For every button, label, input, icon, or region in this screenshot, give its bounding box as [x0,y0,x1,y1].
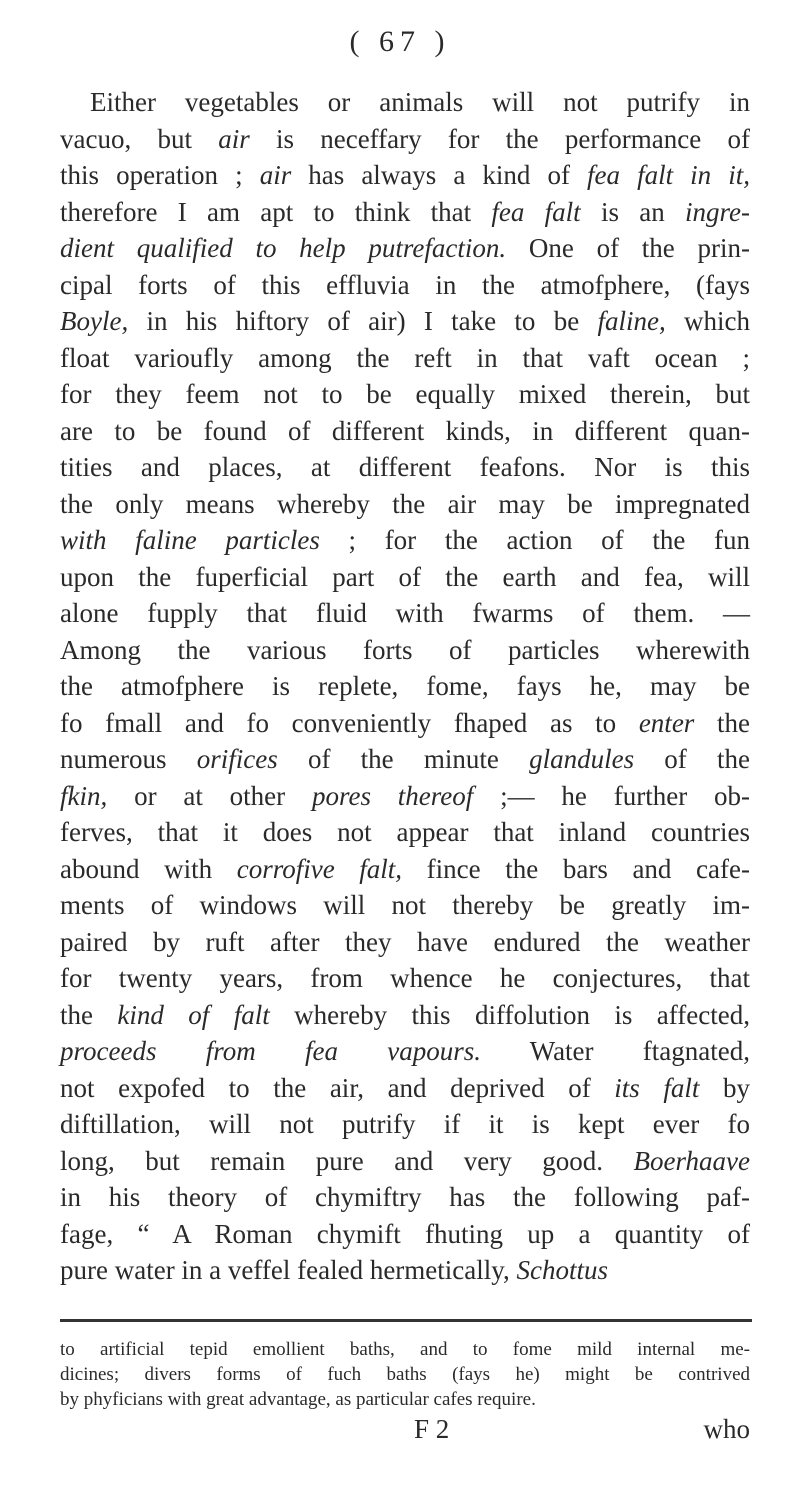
text-line [60,1070,750,1107]
text-run: in his hiftory of air) I take to be [128,306,598,336]
text-run: the [694,707,750,738]
text-run: fince the bars and cafe- [402,853,750,884]
text-run: alone fupply that fluid with fwarms of them. — [60,598,750,628]
footnote-line [60,1337,750,1362]
text-line [60,559,750,596]
text-run: ments of windows will not thereby be greatly im- [60,890,750,920]
text-run: or at other [107,780,312,811]
text-line [60,997,750,1034]
page-number: ( 67 ) [349,25,451,58]
text-run: paired by ruft after they have endured the weather [60,926,750,957]
text-run: Either vegetables or animals will not putrify in [90,87,750,117]
text-line [60,267,750,304]
text-line [60,1252,750,1289]
text-run: kind of falt [117,999,270,1030]
text-run: Boyle, [60,306,129,336]
page-footer [60,1414,750,1450]
text-run: of the minute [277,744,530,774]
text-run: ingre- [685,196,750,227]
text-line [60,449,750,486]
catchword: who [703,1414,750,1444]
text-run: ; for the action of the fun [319,525,750,555]
text-line [60,1106,750,1143]
text-run: for twenty years, from whence he conjectures, that [60,963,750,993]
text-run: ;— he further ob- [473,780,750,811]
text-run: fo fmall and fo conveniently fhaped as to [60,707,639,738]
text-run: corrofive falt, [236,853,403,884]
text-run: cipal forts of this effluvia in the atmofphere, (fays [60,269,750,300]
text-run: in his theory of chymiftry has the following paf- [60,1182,750,1212]
text-line [60,814,750,851]
text-line [60,960,750,997]
footnote-line [60,1387,750,1412]
text-run: long, but remain pure and very good. [60,1145,634,1176]
text-line [60,1033,750,1070]
text-run: with faline particles [60,525,320,555]
text-run: this operation ; [60,160,260,190]
text-run: by [699,1072,751,1103]
footnote-line [60,1362,750,1387]
text-line [60,1216,750,1253]
text-run: fea falt [491,196,581,227]
text-line [60,1179,750,1216]
text-run: is neceffary for the performance of [249,123,750,154]
text-line [60,887,750,924]
text-run: Water ftagnated, [480,1036,750,1066]
text-run: glandules [529,744,635,774]
text-run: diftillation, will not putrify if it is kept ever fo [60,1109,750,1139]
text-run: the atmofphere is replete, fome, fays he, may be [60,671,750,701]
text-run: pores thereof [311,780,474,811]
text-run: fea falt in it, [587,160,750,190]
text-line [60,668,750,705]
text-line [60,121,750,158]
text-run: ferves, that it does not appear that inland countries [60,817,750,847]
text-run: air [218,123,250,154]
text-run: of the [634,744,751,774]
text-run: which [665,306,751,336]
text-run: enter [638,707,695,738]
text-run: Schottus [516,1255,609,1285]
text-run: dicines; divers forms of fuch baths (fays he) might be contrived [60,1364,750,1385]
text-line [60,486,750,523]
text-line [60,851,750,888]
text-run: float varioufly among the reft in that vaft ocean ; [60,342,750,373]
text-line [60,522,750,559]
text-line [60,84,750,121]
text-run: not expofed to the air, and deprived of [60,1072,615,1103]
text-run: by phyficians with great advantage, as particular cafes require. [60,1389,536,1410]
text-line [60,705,750,742]
text-run: numerous [60,744,197,774]
text-line [60,230,750,267]
text-run: fkin, [60,780,108,811]
text-run: upon the fuperficial part of the earth and fea, will [60,561,750,592]
text-run: vacuo, but [60,123,219,154]
text-run: therefore I am apt to think that [60,196,492,227]
text-run: to artificial tepid emollient baths, and to fome mild internal me- [60,1339,750,1360]
text-run: Among the various forts of particles wherewith [60,634,750,665]
text-run: its falt [614,1072,700,1103]
text-line [60,194,750,231]
text-run: tities and places, at different feafons. Nor is this [60,452,750,482]
text-run: dient qualified to help putrefaction. [60,233,507,263]
text-run: fage, “ A Roman chymift fhuting up a quantity of [60,1218,750,1249]
text-line [60,924,750,961]
text-line [60,778,750,815]
signature-mark: F 2 [414,1414,450,1444]
body-text [60,84,750,1289]
text-run: pure water in a veffel fealed hermetically, [60,1255,517,1285]
footnote [60,1337,750,1412]
text-run: the [60,999,118,1030]
text-run: has always a kind of [291,160,588,190]
text-run: abound with [60,853,237,884]
text-run: faline, [597,306,666,336]
text-run: air [259,160,292,190]
text-run: the only means whereby the air may be impregnated [60,488,750,519]
text-line [60,157,750,194]
text-line [60,632,750,669]
text-run: is an [580,196,686,227]
text-run: orifices [196,744,278,774]
text-line [60,376,750,413]
text-line [60,413,750,450]
text-run: for they feem not to be equally mixed therein, but [60,379,750,409]
text-run: proceeds from fea vapours. [60,1036,481,1066]
text-line [60,741,750,778]
footnote-divider [60,1319,752,1322]
text-line [60,1143,750,1180]
text-run: Boerhaave [633,1145,750,1176]
text-run: whereby this diffolution is affected, [269,999,750,1030]
text-run: One of the prin- [506,233,750,263]
text-line [60,340,750,377]
text-line [60,303,750,340]
text-line [60,595,750,632]
text-run: are to be found of different kinds, in different quan- [60,415,750,446]
